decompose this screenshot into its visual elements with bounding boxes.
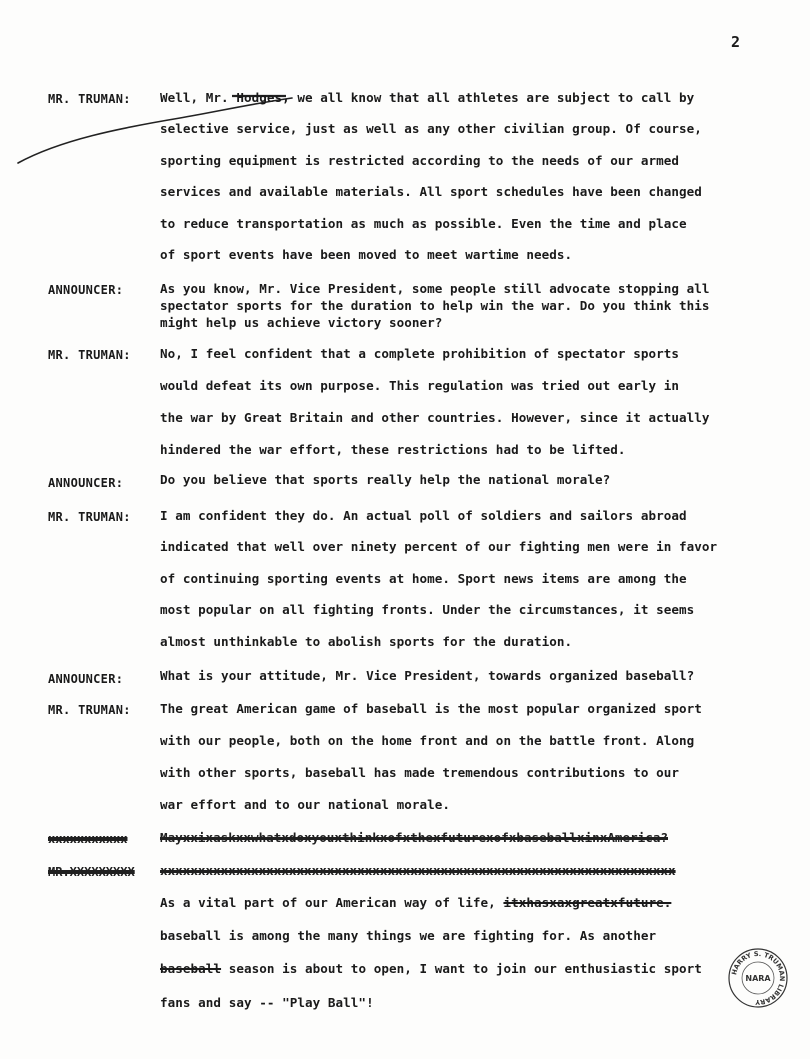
speaker-label: ANNOUNCER: xyxy=(48,672,124,686)
struck-fragment: baseball xyxy=(160,961,222,976)
text-line: almost unthinkable to abolish sports for the duration. xyxy=(160,634,573,649)
speaker-label: ANNOUNCER: xyxy=(48,476,124,490)
svg-text:HARRY S. TRUMAN LIBRARY: HARRY S. TRUMAN LIBRARY xyxy=(730,949,787,1007)
text-line: of sport events have been moved to meet wartime needs. xyxy=(160,247,573,262)
text-line xyxy=(160,961,702,976)
text-line: to reduce transportation as much as possible. Even the time and place xyxy=(160,216,687,231)
text-line: Well, Mr. Hodges, we all know that all athletes are subject to call by xyxy=(160,90,695,105)
text-line: sporting equipment is restricted according to the needs of our armed xyxy=(160,153,679,168)
text-line: war effort and to our national morale. xyxy=(160,797,451,812)
text-line: with our people, both on the home front and on the battle front. Along xyxy=(160,733,695,748)
speaker-label: ANNOUNCER: xyxy=(48,283,124,297)
text-line xyxy=(160,895,671,910)
text-line: would defeat its own purpose. This regulation was tried out early in xyxy=(160,378,679,393)
svg-text:NARA: NARA xyxy=(745,974,771,983)
text-line: the war by Great Britain and other countries. However, since it actually xyxy=(160,410,710,425)
struck-speaker-label: xxxxxxxxxxx xyxy=(48,832,128,846)
text-line: The great American game of baseball is the most popular organized sport xyxy=(160,701,702,716)
text-line: most popular on all fighting fronts. Under the circumstances, it seems xyxy=(160,602,695,617)
text-line: selective service, just as well as any other civilian group. Of course, xyxy=(160,121,702,136)
text-line: services and available materials. All sport schedules have been changed xyxy=(160,184,702,199)
library-stamp-seal xyxy=(727,947,789,1009)
text-line: with other sports, baseball has made tremendous contributions to our xyxy=(160,765,679,780)
text-line: spectator sports for the duration to help win the war. Do you think this xyxy=(160,298,710,313)
text-line: I am confident they do. An actual poll of soldiers and sailors abroad xyxy=(160,508,687,523)
text-line: fans and say -- "Play Ball"! xyxy=(160,995,374,1010)
struck-text-line: MayxxixaskxxwhatxdoxyouxthinkxofxthexfuturexofxbaseballxinxAmerica? xyxy=(160,830,668,845)
speaker-label: MR. TRUMAN: xyxy=(48,703,131,717)
text-line: What is your attitude, Mr. Vice President, towards organized baseball? xyxy=(160,668,695,683)
speaker-label: MR. TRUMAN: xyxy=(48,510,131,524)
struck-speaker-label: MR.XXXXXXXXX xyxy=(48,865,135,879)
struck-fragment: itxhasxaxgreatxfuture. xyxy=(503,895,672,910)
struck-text-line: xxxxxxxxxxxxxxxxxxxxxxxxxxxxxxxxxxxxxxxxxxxxxxxxxxxxxxxxxxxxxxxxxxxx xyxy=(160,863,676,878)
text-line: No, I feel confident that a complete prohibition of spectator sports xyxy=(160,346,679,361)
text-line: As you know, Mr. Vice President, some people still advocate stopping all xyxy=(160,281,710,296)
text-fragment: season is about to open, I want to join our enthusiastic sport xyxy=(221,961,702,976)
text-line: might help us achieve victory sooner? xyxy=(160,315,443,330)
speaker-label: MR. TRUMAN: xyxy=(48,92,131,106)
text-line: indicated that well over ninety percent of our fighting men were in favor xyxy=(160,539,718,554)
text-line: baseball is among the many things we are fighting for. As another xyxy=(160,928,657,943)
text-line: of continuing sporting events at home. Sport news items are among the xyxy=(160,571,687,586)
speaker-label: MR. TRUMAN: xyxy=(48,348,131,362)
text-line: hindered the war effort, these restrictions had to be lifted. xyxy=(160,442,626,457)
text-fragment: As a vital part of our American way of life, xyxy=(160,895,504,910)
page-number: 2 xyxy=(731,33,741,51)
text-line: Do you believe that sports really help the national morale? xyxy=(160,472,611,487)
